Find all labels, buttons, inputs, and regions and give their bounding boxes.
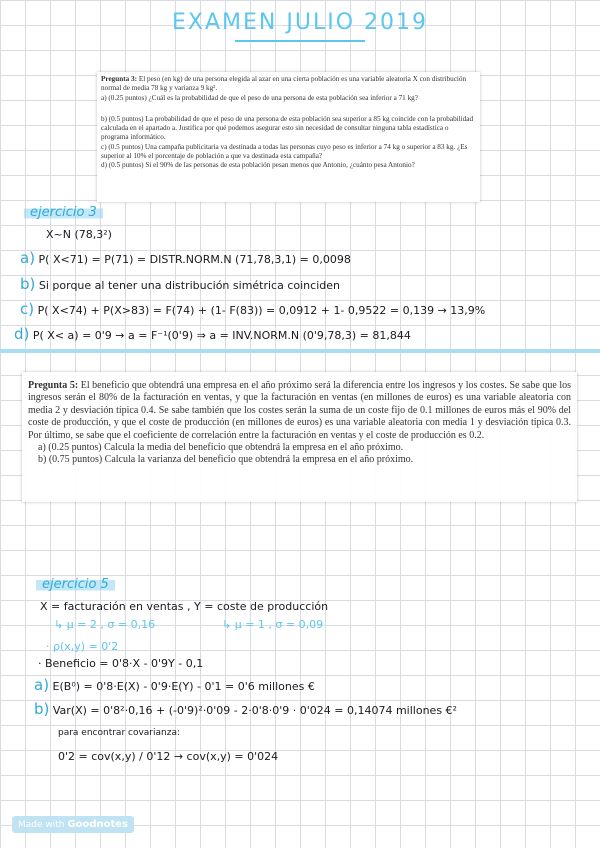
problem3-clipping: [97, 72, 480, 202]
ejercicio5-answer-b: b) Var(X) = 0'8²·0,16 + (-0'9)²·0'09 - 2·0'8·0'9 · 0'024 = 0,14074 millones €²: [34, 700, 457, 718]
problem3-b: b) (0.5 puntos) La probabilidad de que el peso de una persona de esta población sea superior a 85 kg coincide con la probabilidad calculada en el apartado a. Justifica por qué podemos asegurar esto sin necesidad de consultar ninguna tabla estadística o programa informático.: [101, 114, 474, 142]
section-divider: [0, 349, 600, 353]
problem5-intro: Pregunta 5: El beneficio que obtendrá una empresa en el año próximo será la diferencia entre los ingresos y los costes. Se sabe que los ingresos serán el 80% de la facturación en ventas, y que la facturación en ventas (en millones de euros) es una variable aleatoria con media 2 y desviación típica 0.4. Se sabe también que los costes serán la suma de un coste fijo de 0.1 millones de euros más el 90% del coste de producción, y que el coste de producción (en millones de euros) es una variable aleatoria con media 1 y desviación típica 0.3. Por último, se sabe que el coeficiente de correlación entre la facturación en ventas y el coste de producción es 0.2.: [28, 380, 571, 441]
ejercicio5-covariance-intro: para encontrar covarianza:: [58, 728, 180, 738]
problem3-d: d) (0.5 puntos) Si el 90% de las personas de esta población pesan menos que Antonio, ¿cuánto pesa Antonio?: [101, 161, 415, 170]
problem3-c: c) (0.5 puntos) Una campaña publicitaria va destinada a todas las personas cuyo peso es inferior a 74 kg o superior a 83 kg. ¿Es superior al 10% el porcentaje de población a que va destinada esta campaña?: [101, 142, 468, 161]
title-underline: [235, 40, 365, 42]
ejercicio3-distribution: X~N (78,3²): [46, 228, 112, 241]
ejercicio5-answer-a: a) E(B⁰) = 0'8·E(X) - 0'9·E(Y) - 0'1 = 0'6 millones €: [34, 676, 315, 694]
goodnotes-badge: Made with Goodnotes: [12, 816, 134, 833]
problem3-a: a) (0.25 puntos) ¿Cuál es la probabilidad de que el peso de una persona de esta población sea inferior a 71 kg?: [101, 93, 418, 102]
problem3-intro: Pregunta 3: El peso (en kg) de una persona elegida al azar en una cierta población es una variable aleatoria X con distribución normal de media 78 kg y varianza 9 kg².: [101, 75, 467, 93]
ejercicio5-y-params: ↳ μ = 1 , σ = 0,09: [222, 618, 324, 631]
problem5-clipping: [22, 372, 577, 502]
ejercicio3-answer-b: b) Si porque al tener una distribución simétrica coinciden: [20, 275, 340, 293]
ejercicio3-answer-d: d) P( X< a) = 0'9 → a = F⁻¹(0'9) ⇒ a = INV.NORM.N (0'9,78,3) = 81,844: [14, 325, 411, 343]
ejercicio5-covariance-equation: 0'2 = cov(x,y) / 0'12 → cov(x,y) = 0'024: [58, 750, 279, 763]
ejercicio3-answer-a: a) P( X<71) = P(71) = DISTR.NORM.N (71,78,3,1) = 0,0098: [20, 249, 351, 267]
page-title: EXAMEN JULIO 2019: [172, 10, 428, 35]
ejercicio3-answer-c: c) P( X<74) + P(X>83) = F(74) + (1- F(83)) = 0,0912 + 1- 0,9522 = 0,139 → 13,9%: [20, 300, 486, 318]
ejercicio5-variables: X = facturación en ventas , Y = coste de producción: [40, 600, 329, 613]
ejercicio5-correlation: · ρ(x,y) = 0'2: [46, 640, 119, 653]
problem5-a: a) (0.25 puntos) Calcula la media del beneficio que obtendrá la empresa en el año próximo.: [38, 442, 404, 454]
ejercicio5-benefit: · Beneficio = 0'8·X - 0'9Y - 0,1: [38, 657, 204, 670]
ejercicio3-heading: ejercicio 3: [24, 204, 103, 221]
problem5-b: b) (0.75 puntos) Calcula la varianza del beneficio que obtendrá la empresa en el año próximo.: [38, 454, 414, 466]
ejercicio5-heading: ejercicio 5: [36, 576, 115, 593]
ejercicio5-x-params: ↳ μ = 2 , σ = 0,16: [54, 618, 156, 631]
